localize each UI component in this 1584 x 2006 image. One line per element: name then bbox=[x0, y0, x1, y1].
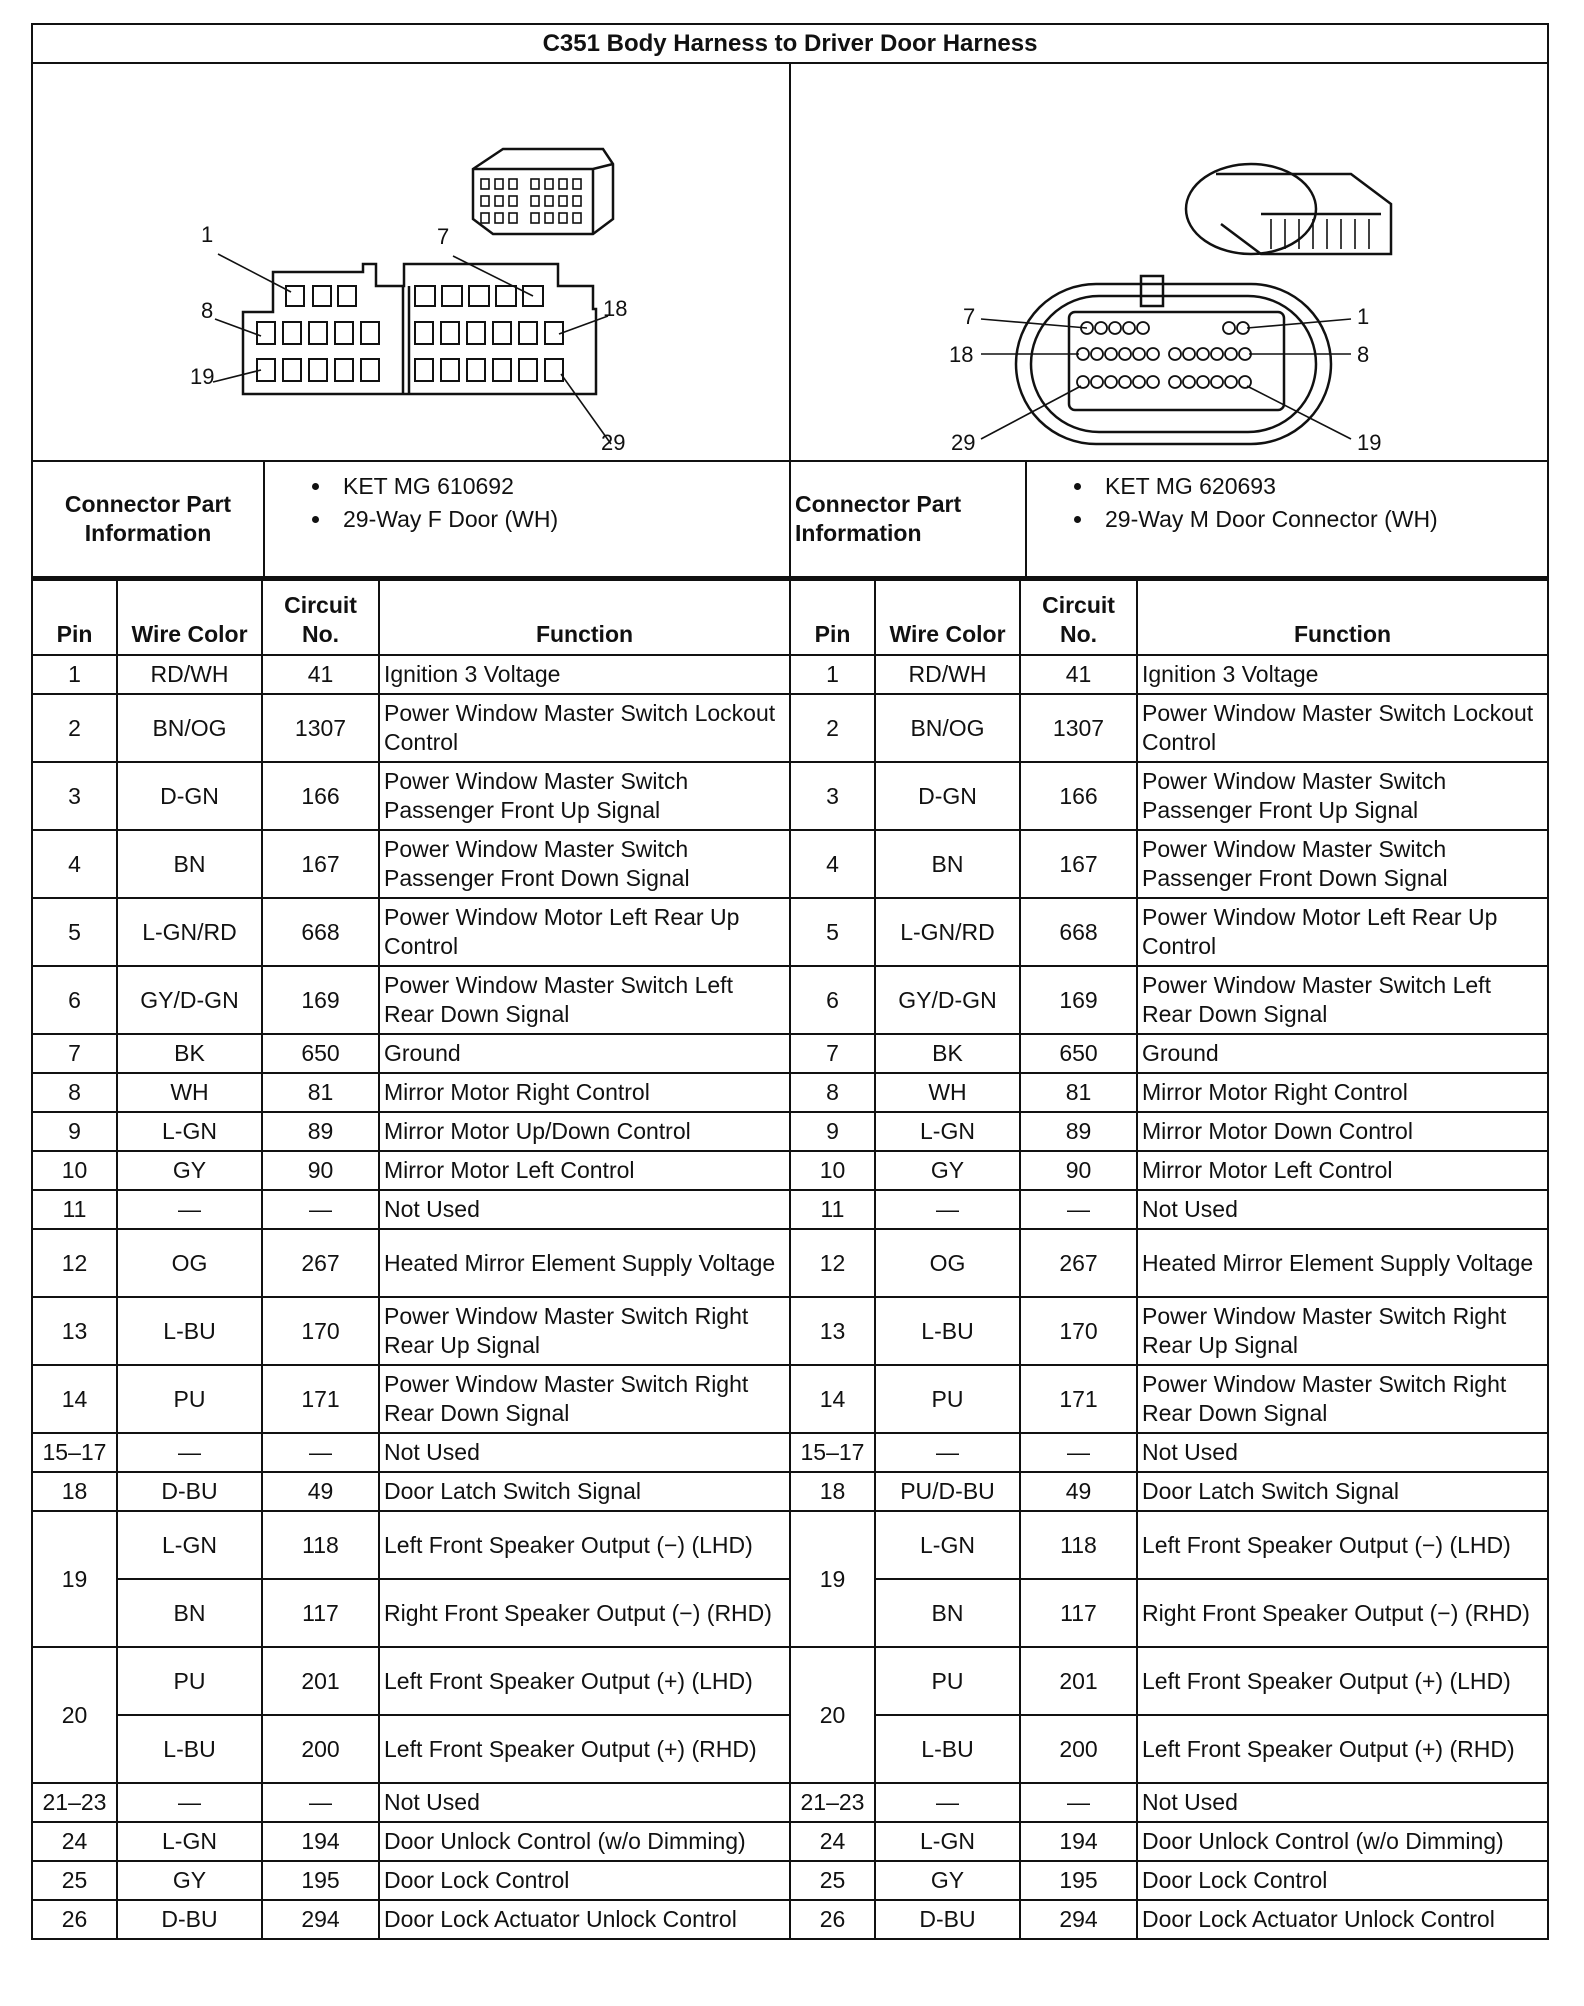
circuit-cell: 117 bbox=[262, 1579, 379, 1647]
function-cell: Door Lock Control bbox=[1137, 1861, 1547, 1900]
callout-19: 19 bbox=[190, 364, 215, 389]
pin-cell: 9 bbox=[33, 1112, 117, 1151]
callout-29: 29 bbox=[951, 430, 976, 455]
pin-cell: 3 bbox=[791, 762, 875, 830]
callout-8: 8 bbox=[1357, 342, 1370, 367]
wire-color-cell: PU bbox=[117, 1647, 262, 1715]
circuit-cell: 200 bbox=[1020, 1715, 1137, 1783]
function-cell: Not Used bbox=[379, 1433, 789, 1472]
wire-color-cell: BN bbox=[875, 1579, 1020, 1647]
circuit-cell: 1307 bbox=[1020, 694, 1137, 762]
left-pinout-table bbox=[33, 579, 789, 1940]
pin-cell: 2 bbox=[33, 694, 117, 762]
circuit-cell: 117 bbox=[1020, 1579, 1137, 1647]
circuit-cell: 166 bbox=[262, 762, 379, 830]
function-cell: Not Used bbox=[1137, 1783, 1547, 1822]
wire-color-cell: L-BU bbox=[117, 1715, 262, 1783]
header-wire-color: Wire Color bbox=[117, 580, 262, 655]
right-pinout-body bbox=[791, 655, 1547, 1939]
wire-color-cell: RD/WH bbox=[875, 655, 1020, 694]
function-cell: Mirror Motor Left Control bbox=[1137, 1151, 1547, 1190]
table-row bbox=[33, 1579, 789, 1647]
wire-color-cell: GY bbox=[875, 1861, 1020, 1900]
header-function: Function bbox=[1137, 580, 1547, 655]
circuit-cell: 201 bbox=[1020, 1647, 1137, 1715]
callout-19: 19 bbox=[1357, 430, 1382, 455]
table-row bbox=[33, 1900, 789, 1939]
callout-8: 8 bbox=[201, 298, 214, 323]
wire-color-cell: L-GN bbox=[117, 1112, 262, 1151]
table-row bbox=[791, 1822, 1547, 1861]
function-cell: Mirror Motor Right Control bbox=[379, 1073, 789, 1112]
function-cell: Ignition 3 Voltage bbox=[1137, 655, 1547, 694]
circuit-cell: 166 bbox=[1020, 762, 1137, 830]
wire-color-cell: OG bbox=[117, 1229, 262, 1297]
function-cell: Door Unlock Control (w/o Dimming) bbox=[1137, 1822, 1547, 1861]
circuit-cell: 81 bbox=[262, 1073, 379, 1112]
table-row bbox=[791, 655, 1547, 694]
circuit-cell: 668 bbox=[1020, 898, 1137, 966]
function-cell: Power Window Master Switch Right Rear Down Signal bbox=[379, 1365, 789, 1433]
function-cell: Left Front Speaker Output (−) (LHD) bbox=[379, 1511, 789, 1579]
function-cell: Power Window Master Switch Right Rear Up Signal bbox=[379, 1297, 789, 1365]
wire-color-cell: GY bbox=[875, 1151, 1020, 1190]
circuit-cell: 171 bbox=[262, 1365, 379, 1433]
function-cell: Not Used bbox=[1137, 1433, 1547, 1472]
diagram-row bbox=[31, 64, 1549, 462]
table-row bbox=[791, 1579, 1547, 1647]
pin-cell: 11 bbox=[33, 1190, 117, 1229]
wire-color-cell: GY bbox=[117, 1151, 262, 1190]
pin-cell: 2 bbox=[791, 694, 875, 762]
pin-cell: 8 bbox=[791, 1073, 875, 1112]
function-cell: Ground bbox=[379, 1034, 789, 1073]
circuit-cell: 201 bbox=[262, 1647, 379, 1715]
function-cell: Power Window Master Switch Right Rear Down Signal bbox=[1137, 1365, 1547, 1433]
connector-part-list bbox=[1027, 470, 1438, 576]
table-row bbox=[791, 1112, 1547, 1151]
circuit-cell: 171 bbox=[1020, 1365, 1137, 1433]
circuit-cell: 194 bbox=[262, 1822, 379, 1861]
function-cell: Mirror Motor Left Control bbox=[379, 1151, 789, 1190]
table-row bbox=[791, 1433, 1547, 1472]
table-row bbox=[33, 966, 789, 1034]
table-row bbox=[33, 898, 789, 966]
wire-color-cell: WH bbox=[875, 1073, 1020, 1112]
pin-cell: 6 bbox=[791, 966, 875, 1034]
circuit-cell: 90 bbox=[262, 1151, 379, 1190]
pin-cell: 5 bbox=[33, 898, 117, 966]
circuit-cell: 195 bbox=[1020, 1861, 1137, 1900]
circuit-cell: — bbox=[1020, 1433, 1137, 1472]
function-cell: Door Unlock Control (w/o Dimming) bbox=[379, 1822, 789, 1861]
pin-cell: 26 bbox=[791, 1900, 875, 1939]
wire-color-cell: BN/OG bbox=[875, 694, 1020, 762]
function-cell: Power Window Motor Left Rear Up Control bbox=[1137, 898, 1547, 966]
callout-18: 18 bbox=[949, 342, 974, 367]
table-row bbox=[33, 1472, 789, 1511]
table-row bbox=[33, 1229, 789, 1297]
circuit-cell: 118 bbox=[262, 1511, 379, 1579]
function-cell: Power Window Master Switch Lockout Control bbox=[1137, 694, 1547, 762]
wire-color-cell: L-BU bbox=[117, 1297, 262, 1365]
table-row bbox=[791, 1151, 1547, 1190]
circuit-cell: — bbox=[262, 1433, 379, 1472]
pin-cell: 20 bbox=[33, 1647, 117, 1783]
pin-cell: 26 bbox=[33, 1900, 117, 1939]
wire-color-cell: GY bbox=[117, 1861, 262, 1900]
table-row bbox=[791, 1647, 1547, 1715]
function-cell: Ground bbox=[1137, 1034, 1547, 1073]
circuit-cell: 169 bbox=[262, 966, 379, 1034]
circuit-cell: 650 bbox=[1020, 1034, 1137, 1073]
wire-color-cell: PU/D-BU bbox=[875, 1472, 1020, 1511]
function-cell: Mirror Motor Right Control bbox=[1137, 1073, 1547, 1112]
wire-color-cell: L-GN bbox=[875, 1112, 1020, 1151]
wire-color-cell: L-GN/RD bbox=[117, 898, 262, 966]
function-cell: Mirror Motor Up/Down Control bbox=[379, 1112, 789, 1151]
pin-cell: 14 bbox=[33, 1365, 117, 1433]
wire-color-cell: D-GN bbox=[117, 762, 262, 830]
table-row bbox=[791, 1190, 1547, 1229]
circuit-cell: 194 bbox=[1020, 1822, 1137, 1861]
table-row bbox=[33, 1861, 789, 1900]
circuit-cell: — bbox=[1020, 1783, 1137, 1822]
right-pinout-table bbox=[791, 579, 1547, 1940]
wire-color-cell: — bbox=[875, 1190, 1020, 1229]
wire-color-cell: GY/D-GN bbox=[875, 966, 1020, 1034]
part-number: • KET MG 610692 bbox=[333, 470, 558, 503]
pin-cell: 21–23 bbox=[791, 1783, 875, 1822]
function-cell: Power Window Master Switch Passenger Front Up Signal bbox=[379, 762, 789, 830]
table-row bbox=[33, 1034, 789, 1073]
wire-color-cell: L-BU bbox=[875, 1297, 1020, 1365]
circuit-cell: 89 bbox=[262, 1112, 379, 1151]
function-cell: Door Lock Actuator Unlock Control bbox=[1137, 1900, 1547, 1939]
circuit-cell: 1307 bbox=[262, 694, 379, 762]
table-row bbox=[791, 1511, 1547, 1579]
table-row bbox=[791, 1034, 1547, 1073]
wire-color-cell: L-GN/RD bbox=[875, 898, 1020, 966]
circuit-cell: 294 bbox=[262, 1900, 379, 1939]
wire-color-cell: PU bbox=[875, 1647, 1020, 1715]
function-cell: Left Front Speaker Output (−) (LHD) bbox=[1137, 1511, 1547, 1579]
part-description: • 29-Way F Door (WH) bbox=[333, 503, 558, 536]
wire-color-cell: GY/D-GN bbox=[117, 966, 262, 1034]
function-cell: Not Used bbox=[379, 1783, 789, 1822]
pin-cell: 19 bbox=[791, 1511, 875, 1647]
connector-part-list bbox=[265, 470, 558, 576]
left-connector-drawing bbox=[33, 64, 789, 460]
function-cell: Power Window Master Switch Right Rear Up Signal bbox=[1137, 1297, 1547, 1365]
table-row bbox=[791, 1715, 1547, 1783]
table-row bbox=[791, 1229, 1547, 1297]
circuit-cell: 49 bbox=[1020, 1472, 1137, 1511]
table-row bbox=[791, 762, 1547, 830]
wire-color-cell: BN/OG bbox=[117, 694, 262, 762]
wire-color-cell: RD/WH bbox=[117, 655, 262, 694]
part-description: • 29-Way M Door Connector (WH) bbox=[1095, 503, 1438, 536]
pin-cell: 10 bbox=[791, 1151, 875, 1190]
circuit-cell: 49 bbox=[262, 1472, 379, 1511]
table-row bbox=[33, 1151, 789, 1190]
function-cell: Heated Mirror Element Supply Voltage bbox=[1137, 1229, 1547, 1297]
function-cell: Not Used bbox=[379, 1190, 789, 1229]
page-title: C351 Body Harness to Driver Door Harness bbox=[31, 23, 1549, 64]
function-cell: Door Lock Control bbox=[379, 1861, 789, 1900]
header-pin: Pin bbox=[33, 580, 117, 655]
header-circuit: Circuit No. bbox=[262, 580, 379, 655]
wire-color-cell: — bbox=[117, 1190, 262, 1229]
function-cell: Right Front Speaker Output (−) (RHD) bbox=[1137, 1579, 1547, 1647]
pin-cell: 8 bbox=[33, 1073, 117, 1112]
wire-color-cell: D-GN bbox=[875, 762, 1020, 830]
pin-cell: 1 bbox=[791, 655, 875, 694]
header-function: Function bbox=[379, 580, 789, 655]
function-cell: Right Front Speaker Output (−) (RHD) bbox=[379, 1579, 789, 1647]
callout-7: 7 bbox=[437, 224, 450, 249]
wire-color-cell: L-GN bbox=[117, 1822, 262, 1861]
circuit-cell: — bbox=[1020, 1190, 1137, 1229]
header-wire-color: Wire Color bbox=[875, 580, 1020, 655]
table-row bbox=[33, 1511, 789, 1579]
pin-cell: 24 bbox=[791, 1822, 875, 1861]
pin-cell: 5 bbox=[791, 898, 875, 966]
circuit-cell: 169 bbox=[1020, 966, 1137, 1034]
table-row bbox=[791, 830, 1547, 898]
pin-cell: 12 bbox=[33, 1229, 117, 1297]
circuit-cell: 41 bbox=[262, 655, 379, 694]
wire-color-cell: BK bbox=[875, 1034, 1020, 1073]
table-row bbox=[33, 830, 789, 898]
header-circuit: Circuit No. bbox=[1020, 580, 1137, 655]
function-cell: Left Front Speaker Output (+) (RHD) bbox=[1137, 1715, 1547, 1783]
wire-color-cell: — bbox=[117, 1783, 262, 1822]
pin-cell: 15–17 bbox=[791, 1433, 875, 1472]
table-row bbox=[791, 966, 1547, 1034]
left-connector-diagram bbox=[33, 64, 791, 462]
circuit-cell: 195 bbox=[262, 1861, 379, 1900]
function-cell: Door Latch Switch Signal bbox=[379, 1472, 789, 1511]
table-row bbox=[791, 1365, 1547, 1433]
right-connector-photo-icon bbox=[1186, 164, 1391, 254]
table-row bbox=[33, 1783, 789, 1822]
wire-color-cell: L-GN bbox=[875, 1511, 1020, 1579]
function-cell: Left Front Speaker Output (+) (LHD) bbox=[1137, 1647, 1547, 1715]
table-row bbox=[33, 1433, 789, 1472]
right-connector-info bbox=[791, 462, 1549, 579]
circuit-cell: 90 bbox=[1020, 1151, 1137, 1190]
function-cell: Not Used bbox=[1137, 1190, 1547, 1229]
table-row bbox=[791, 1297, 1547, 1365]
callout-1: 1 bbox=[201, 222, 214, 247]
function-cell: Power Window Master Switch Passenger Front Down Signal bbox=[379, 830, 789, 898]
circuit-cell: — bbox=[262, 1783, 379, 1822]
table-row bbox=[791, 1783, 1547, 1822]
function-cell: Door Lock Actuator Unlock Control bbox=[379, 1900, 789, 1939]
circuit-cell: 89 bbox=[1020, 1112, 1137, 1151]
pin-cell: 9 bbox=[791, 1112, 875, 1151]
pin-cell: 13 bbox=[791, 1297, 875, 1365]
table-row bbox=[33, 1190, 789, 1229]
function-cell: Left Front Speaker Output (+) (RHD) bbox=[379, 1715, 789, 1783]
wire-color-cell: L-BU bbox=[875, 1715, 1020, 1783]
connector-sheet bbox=[31, 23, 1549, 1940]
function-cell: Power Window Motor Left Rear Up Control bbox=[379, 898, 789, 966]
wire-color-cell: — bbox=[875, 1783, 1020, 1822]
circuit-cell: — bbox=[262, 1190, 379, 1229]
pin-cell: 13 bbox=[33, 1297, 117, 1365]
pin-cell: 3 bbox=[33, 762, 117, 830]
table-row bbox=[791, 694, 1547, 762]
pin-cell: 6 bbox=[33, 966, 117, 1034]
function-cell: Power Window Master Switch Left Rear Down Signal bbox=[1137, 966, 1547, 1034]
function-cell: Door Latch Switch Signal bbox=[1137, 1472, 1547, 1511]
function-cell: Power Window Master Switch Passenger Front Down Signal bbox=[1137, 830, 1547, 898]
circuit-cell: 167 bbox=[262, 830, 379, 898]
wire-color-cell: BN bbox=[875, 830, 1020, 898]
table-row bbox=[791, 898, 1547, 966]
pin-cell: 20 bbox=[791, 1647, 875, 1783]
function-cell: Power Window Master Switch Passenger Front Up Signal bbox=[1137, 762, 1547, 830]
wire-color-cell: L-GN bbox=[117, 1511, 262, 1579]
table-row bbox=[791, 1472, 1547, 1511]
connector-info-row bbox=[31, 462, 1549, 579]
pin-cell: 25 bbox=[791, 1861, 875, 1900]
circuit-cell: 650 bbox=[262, 1034, 379, 1073]
wire-color-cell: D-BU bbox=[117, 1900, 262, 1939]
wire-color-cell: PU bbox=[117, 1365, 262, 1433]
right-connector-drawing bbox=[791, 64, 1547, 460]
pin-cell: 15–17 bbox=[33, 1433, 117, 1472]
wire-color-cell: L-GN bbox=[875, 1822, 1020, 1861]
left-connector-info bbox=[33, 462, 791, 579]
pin-cell: 10 bbox=[33, 1151, 117, 1190]
table-row bbox=[33, 1647, 789, 1715]
circuit-cell: 118 bbox=[1020, 1511, 1137, 1579]
pin-cell: 19 bbox=[33, 1511, 117, 1647]
pin-cell: 24 bbox=[33, 1822, 117, 1861]
circuit-cell: 170 bbox=[262, 1297, 379, 1365]
table-row bbox=[791, 1900, 1547, 1939]
function-cell: Ignition 3 Voltage bbox=[379, 655, 789, 694]
callout-1: 1 bbox=[1357, 304, 1370, 329]
pin-cell: 14 bbox=[791, 1365, 875, 1433]
part-number: • KET MG 620693 bbox=[1095, 470, 1438, 503]
wire-color-cell: D-BU bbox=[117, 1472, 262, 1511]
circuit-cell: 200 bbox=[262, 1715, 379, 1783]
connector-part-label: Connector Part Information bbox=[33, 462, 265, 576]
connector-part-label: Connector Part Information bbox=[791, 462, 1027, 576]
table-row bbox=[33, 1073, 789, 1112]
circuit-cell: 167 bbox=[1020, 830, 1137, 898]
table-row bbox=[33, 1715, 789, 1783]
pin-cell: 25 bbox=[33, 1861, 117, 1900]
wire-color-cell: — bbox=[117, 1433, 262, 1472]
pin-cell: 12 bbox=[791, 1229, 875, 1297]
pin-cell: 21–23 bbox=[33, 1783, 117, 1822]
left-pinout bbox=[33, 579, 791, 1940]
circuit-cell: 668 bbox=[262, 898, 379, 966]
function-cell: Power Window Master Switch Lockout Control bbox=[379, 694, 789, 762]
header-pin: Pin bbox=[791, 580, 875, 655]
pinout-row bbox=[31, 579, 1549, 1940]
wire-color-cell: BN bbox=[117, 830, 262, 898]
pin-cell: 7 bbox=[791, 1034, 875, 1073]
right-pinout bbox=[791, 579, 1549, 1940]
wire-color-cell: BN bbox=[117, 1579, 262, 1647]
function-cell: Power Window Master Switch Left Rear Down Signal bbox=[379, 966, 789, 1034]
wire-color-cell: PU bbox=[875, 1365, 1020, 1433]
function-cell: Mirror Motor Down Control bbox=[1137, 1112, 1547, 1151]
pin-cell: 1 bbox=[33, 655, 117, 694]
left-pinout-body bbox=[33, 655, 789, 1939]
pin-cell: 7 bbox=[33, 1034, 117, 1073]
pin-cell: 4 bbox=[791, 830, 875, 898]
circuit-cell: 267 bbox=[262, 1229, 379, 1297]
circuit-cell: 294 bbox=[1020, 1900, 1137, 1939]
circuit-cell: 170 bbox=[1020, 1297, 1137, 1365]
circuit-cell: 267 bbox=[1020, 1229, 1137, 1297]
wire-color-cell: BK bbox=[117, 1034, 262, 1073]
wire-color-cell: WH bbox=[117, 1073, 262, 1112]
table-row bbox=[33, 1112, 789, 1151]
wire-color-cell: D-BU bbox=[875, 1900, 1020, 1939]
wire-color-cell: OG bbox=[875, 1229, 1020, 1297]
function-cell: Heated Mirror Element Supply Voltage bbox=[379, 1229, 789, 1297]
callout-29: 29 bbox=[601, 430, 626, 455]
callout-7: 7 bbox=[963, 304, 976, 329]
table-row bbox=[33, 1365, 789, 1433]
table-row bbox=[33, 1822, 789, 1861]
function-cell: Left Front Speaker Output (+) (LHD) bbox=[379, 1647, 789, 1715]
circuit-cell: 41 bbox=[1020, 655, 1137, 694]
table-row bbox=[791, 1073, 1547, 1112]
table-row bbox=[33, 694, 789, 762]
left-connector-photo-icon bbox=[473, 149, 613, 234]
pin-cell: 4 bbox=[33, 830, 117, 898]
right-connector-diagram bbox=[791, 64, 1549, 462]
table-row bbox=[791, 1861, 1547, 1900]
circuit-cell: 81 bbox=[1020, 1073, 1137, 1112]
table-row bbox=[33, 762, 789, 830]
pin-cell: 18 bbox=[791, 1472, 875, 1511]
pin-cell: 11 bbox=[791, 1190, 875, 1229]
wire-color-cell: — bbox=[875, 1433, 1020, 1472]
callout-18: 18 bbox=[603, 296, 628, 321]
table-row bbox=[33, 1297, 789, 1365]
pin-cell: 18 bbox=[33, 1472, 117, 1511]
table-row bbox=[33, 655, 789, 694]
